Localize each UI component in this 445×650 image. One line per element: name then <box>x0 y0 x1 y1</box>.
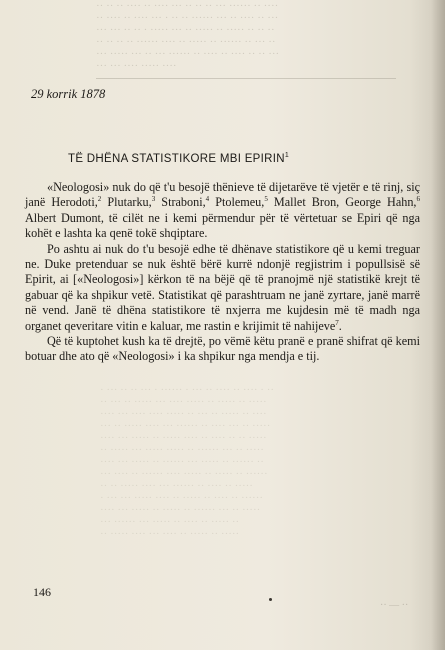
paragraph-text-run: Straboni, <box>155 195 206 210</box>
paragraph-text-run: Mallet Bron, George Hahn, <box>267 195 417 210</box>
page-number: 146 <box>33 585 51 599</box>
footnote-marker: 5 <box>264 195 268 204</box>
chapter-title-text: TË DHËNA STATISTIKORE MBI EPIRIN <box>68 152 285 165</box>
page-edge-shadow <box>431 0 445 650</box>
paragraph-text-run: Albert Dumont, të cilët ne i kemi përmendur për të vërtetuar se Epiri që nga kohët e lashta ka qenë tokë shqiptare. <box>25 210 420 241</box>
bleed-through-text-lower: · ··· ·· ·· ··· · ······ · ··· ·· ···· ·· ···· · ·· ·· ··· ·· ····· ··· ···· ····· ·· ····· ·· ····· ···· ··· ···· ···· ····· ·· ··· ·· ····· ·· ···· ··· ·· ····· ···· ··· ······ ·· ···· ··· ·· ····· ···· ··· ····· ·· ····· ···· ·· ···· ·· ·· ····· ·· ····· ··· ····· ····· ·· ······ ··· ·· ····· ···· ··· ····· ·· ······ ··· ····· ·· ······ ·· ··· ···· ·· ······ ···· ····· ·· ····· ·· ······ ·· ·· ····· ···· ··· ······ ·· ···· ·· ····· · ··· ··· ····· ···· ·· ····· ·· ···· ·· ······ ···· ··· ····· ·· ····· ·· ······ ··· ·· ····· ··· ······ ··· ····· ·· ···· ·· ····· ·· ·· ····· ···· ··· ···· ·· ····· ·· ····· <box>100 384 275 540</box>
chapter-title-footnote: 1 <box>284 152 290 159</box>
paragraph-text-run: Plutarku, <box>101 195 152 210</box>
body-text <box>25 180 420 365</box>
paragraph-text-run: Po ashtu ai nuk do t'u besojë edhe të dhënave statistikore që u kemi treguar ne. Duke pretenduar se nuk është bërë kurrë ndonjë regjistrim i popullsisë së Epirit, ai [«Neologosi»] kërkon të na bëjë që të pranojmë një statistikë krejt të gabuar që ka shpikur vetë. Statistikat që parashtruam ne janë zyrtare, janë marrë në vend. Janë të dhëna statistikore të nxjerra me kujdesin më të madh nga organet qeveritare vitin e kaluar, me rastin e krijimit të nahijeve <box>25 241 420 333</box>
chapter-title <box>68 152 408 165</box>
paragraph-text-run: . <box>338 318 342 333</box>
letter-date: 29 korrik 1878 <box>31 87 106 101</box>
footnote-marker: 4 <box>205 195 210 204</box>
bleed-rule <box>96 78 396 79</box>
footnote-marker: 6 <box>416 195 420 204</box>
bleed-through-text: ·· ·· ·· ···· ·· ···· ··· ·· ·· ·· ··· ······ ·· ···· ·· ···· ·· ···· ··· · ·· ·· ······ ··· ·· ···· ·· ··· ··· ··· ·· ·· · ····· ··· ·· ····· ·· ····· ·· ·· ·· ·· ·· ·· ·· ······ ···· ·· ····· ·· ······ ·· ··· ·· ··· ····· ··· ·· ··· ······ ·· ···· ·· ···· ·· ·· ··· ··· ··· ···· ····· ···· <box>96 0 280 72</box>
paragraph-text-run: Që të kuptohet kush ka të drejtë, po vëmë këtu pranë e pranë shifrat që kemi botuar dhe ato që «Neologosi» i ka shpikur nga mendja e tij. <box>25 334 420 364</box>
footnote-marker: 7 <box>335 318 339 327</box>
paragraph-1 <box>25 180 420 242</box>
paragraph-3 <box>25 334 420 365</box>
paragraph-2 <box>25 242 420 334</box>
paragraph-text-run: «Neologosi» nuk do që t'u besojë thënieve të dijetarëve të vjetër e të rinj, siç janë Herodoti, <box>25 180 420 210</box>
footnote-marker: 3 <box>151 195 156 204</box>
paragraph-text-run: Ptolemeu, <box>209 195 265 210</box>
ink-dot <box>269 598 272 601</box>
footnote-marker: 2 <box>97 195 102 204</box>
bleed-corner-mark: ·· — ·· <box>380 600 409 611</box>
